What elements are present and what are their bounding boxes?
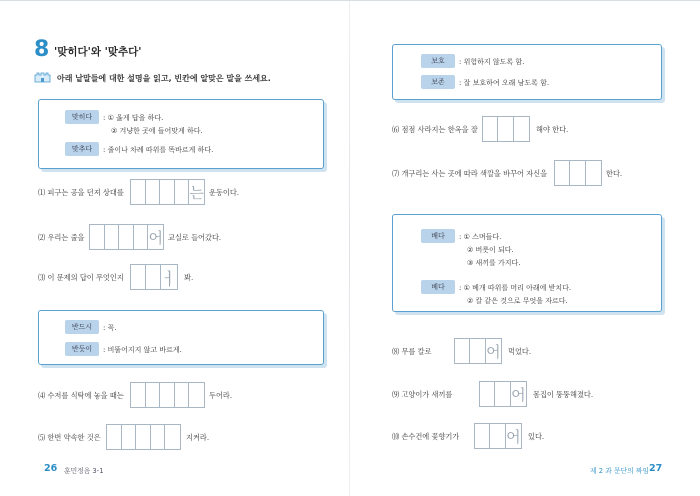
- definition-beda-1: : ① 베개 따위를 머리 아래에 받치다.: [459, 284, 572, 292]
- answer-cell[interactable]: [146, 180, 161, 204]
- answer-cell[interactable]: [555, 161, 570, 185]
- word-tag-baeda: 배다: [421, 229, 455, 243]
- answer-cell-hint: 어: [506, 427, 521, 446]
- answer-cell[interactable]: [134, 225, 149, 249]
- word-tag-bojon: 보존: [421, 75, 455, 89]
- definition-bojon: : 잘 보호하여 오래 남도록 함.: [459, 79, 550, 87]
- definition-box-baeda: [392, 214, 662, 312]
- instruction-text: 아래 낱말들에 대한 설명을 읽고, 빈칸에 알맞은 말을 쓰세요.: [57, 74, 271, 83]
- left-page: [0, 1, 350, 496]
- answer-cell[interactable]: [189, 383, 204, 407]
- word-tag-bandeusi-straight: 반듯이: [65, 342, 99, 356]
- answer-cell-hint: 어: [148, 228, 163, 247]
- definition-box-boho: [392, 44, 662, 100]
- question-8-suffix: 먹었다.: [508, 347, 532, 356]
- definition-beda-2: ② 칼 같은 것으로 무엇을 자르다.: [467, 297, 568, 305]
- definition-majhida-2: ② 겨냥한 곳에 들어맞게 하다.: [111, 127, 203, 135]
- question-2-suffix: 교실로 들어갔다.: [168, 233, 222, 242]
- answer-cell[interactable]: [586, 161, 601, 185]
- right-page: [350, 1, 700, 496]
- word-tag-bandeusi: 반드시: [65, 320, 99, 334]
- definition-box-bandeusi: [38, 310, 324, 365]
- answer-cell[interactable]: [119, 225, 134, 249]
- question-1-suffix: 운동이다.: [209, 188, 240, 197]
- definition-bandeusi-straight: : 비뚤어지지 않고 바르게.: [103, 346, 182, 354]
- answer-grid-6[interactable]: [482, 116, 530, 142]
- question-9-prefix: ⑼ 고양이가 새끼를: [392, 390, 453, 399]
- answer-cell[interactable]: [146, 383, 161, 407]
- question-10-prefix: ⑽ 손수건에 꽃향기가: [392, 432, 460, 441]
- answer-cell[interactable]: [490, 424, 505, 448]
- answer-cell-hint: 어: [511, 385, 526, 404]
- answer-grid-9[interactable]: [479, 381, 527, 407]
- answer-cell[interactable]: [90, 225, 105, 249]
- word-tag-majhida: 맞히다: [65, 110, 99, 124]
- answer-cell[interactable]: [122, 425, 137, 449]
- answer-cell[interactable]: [480, 382, 495, 406]
- answer-cell[interactable]: [455, 339, 470, 363]
- answer-cell[interactable]: [160, 383, 175, 407]
- question-6-suffix: 해야 한다.: [536, 125, 569, 134]
- definition-bandeusi: : 꼭.: [103, 324, 117, 332]
- word-tag-beda: 베다: [421, 280, 455, 294]
- definition-baeda-2: ② 버릇이 되다.: [467, 246, 514, 254]
- answer-cell[interactable]: [475, 424, 490, 448]
- answer-grid-1[interactable]: [130, 179, 205, 205]
- word-tag-boho: 보호: [421, 54, 455, 68]
- answer-grid-8[interactable]: [454, 338, 502, 364]
- answer-grid-10[interactable]: [474, 423, 522, 449]
- answer-cell[interactable]: [107, 425, 122, 449]
- question-4-prefix: ⑷ 수저를 식탁에 놓을 때는: [38, 391, 124, 400]
- answer-cell[interactable]: [470, 339, 485, 363]
- answer-cell[interactable]: [165, 425, 180, 449]
- answer-cell[interactable]: [175, 180, 190, 204]
- definition-boho: : 위험하지 않도록 함.: [459, 58, 525, 66]
- question-4-suffix: 두어라.: [209, 391, 233, 400]
- word-tag-matchuda: 맞추다: [65, 142, 99, 156]
- answer-cell-hint: 는: [189, 183, 204, 202]
- answer-cell[interactable]: [495, 382, 510, 406]
- answer-grid-7[interactable]: [554, 160, 602, 186]
- answer-grid-3[interactable]: [130, 264, 178, 290]
- answer-cell[interactable]: [175, 383, 190, 407]
- answer-cell[interactable]: [131, 180, 146, 204]
- question-7-prefix: ⑺ 개구리는 사는 곳에 따라 색깔을 바꾸어 자신을: [392, 169, 548, 178]
- answer-cell[interactable]: [498, 117, 513, 141]
- answer-cell-hint: 어: [486, 342, 501, 361]
- answer-cell[interactable]: [483, 117, 498, 141]
- page-number-left: 26: [44, 463, 58, 474]
- answer-cell[interactable]: [146, 265, 161, 289]
- answer-cell[interactable]: [151, 425, 166, 449]
- definition-box-majhida: [38, 99, 324, 169]
- question-6-prefix: ⑹ 점점 사라지는 한옥을 잘: [392, 125, 478, 134]
- answer-cell[interactable]: [570, 161, 585, 185]
- question-8-prefix: ⑻ 무를 칼로: [392, 347, 432, 356]
- answer-cell[interactable]: [131, 265, 146, 289]
- lesson-title: '맞히다'와 '맞추다': [54, 46, 142, 58]
- footer-chapter-title: 제 2 과 문단의 짜임: [590, 467, 649, 475]
- answer-cell[interactable]: [131, 383, 146, 407]
- footer-book-title: 훈민정음 3-1: [64, 467, 104, 475]
- answer-grid-2[interactable]: [89, 224, 164, 250]
- answer-cell[interactable]: [105, 225, 120, 249]
- answer-grid-5[interactable]: [106, 424, 181, 450]
- question-2-prefix: ⑵ 우리는 줄을: [38, 233, 85, 242]
- page-number-right: 27: [649, 463, 663, 474]
- definition-matchuda: : 줄이나 차례 따위를 똑바르게 하다.: [103, 146, 214, 154]
- answer-cell[interactable]: [136, 425, 151, 449]
- question-7-suffix: 한다.: [606, 169, 623, 178]
- definition-baeda-3: ③ 새끼를 가지다.: [467, 259, 521, 267]
- question-3-suffix: 봐.: [184, 273, 194, 282]
- question-1-prefix: ⑴ 피구는 공을 던져 상대를: [38, 188, 124, 197]
- answer-cell[interactable]: [160, 180, 175, 204]
- question-3-prefix: ⑶ 이 문제의 답이 무엇인지: [38, 273, 124, 282]
- lesson-number: 8: [34, 37, 50, 62]
- question-5-suffix: 지켜라.: [186, 433, 210, 442]
- definition-baeda-1: : ① 스며들다.: [459, 233, 502, 241]
- castle-icon: [34, 72, 51, 83]
- question-9-suffix: 몸집이 뚱뚱해졌다.: [533, 390, 594, 399]
- question-10-suffix: 있다.: [528, 432, 545, 441]
- definition-majhida-1: : ① 옳게 답을 하다.: [103, 114, 164, 122]
- answer-grid-4[interactable]: [130, 382, 205, 408]
- question-5-prefix: ⑸ 한번 약속한 것은: [38, 433, 101, 442]
- answer-cell[interactable]: [514, 117, 529, 141]
- answer-cell-hint: ㅓ: [160, 269, 178, 290]
